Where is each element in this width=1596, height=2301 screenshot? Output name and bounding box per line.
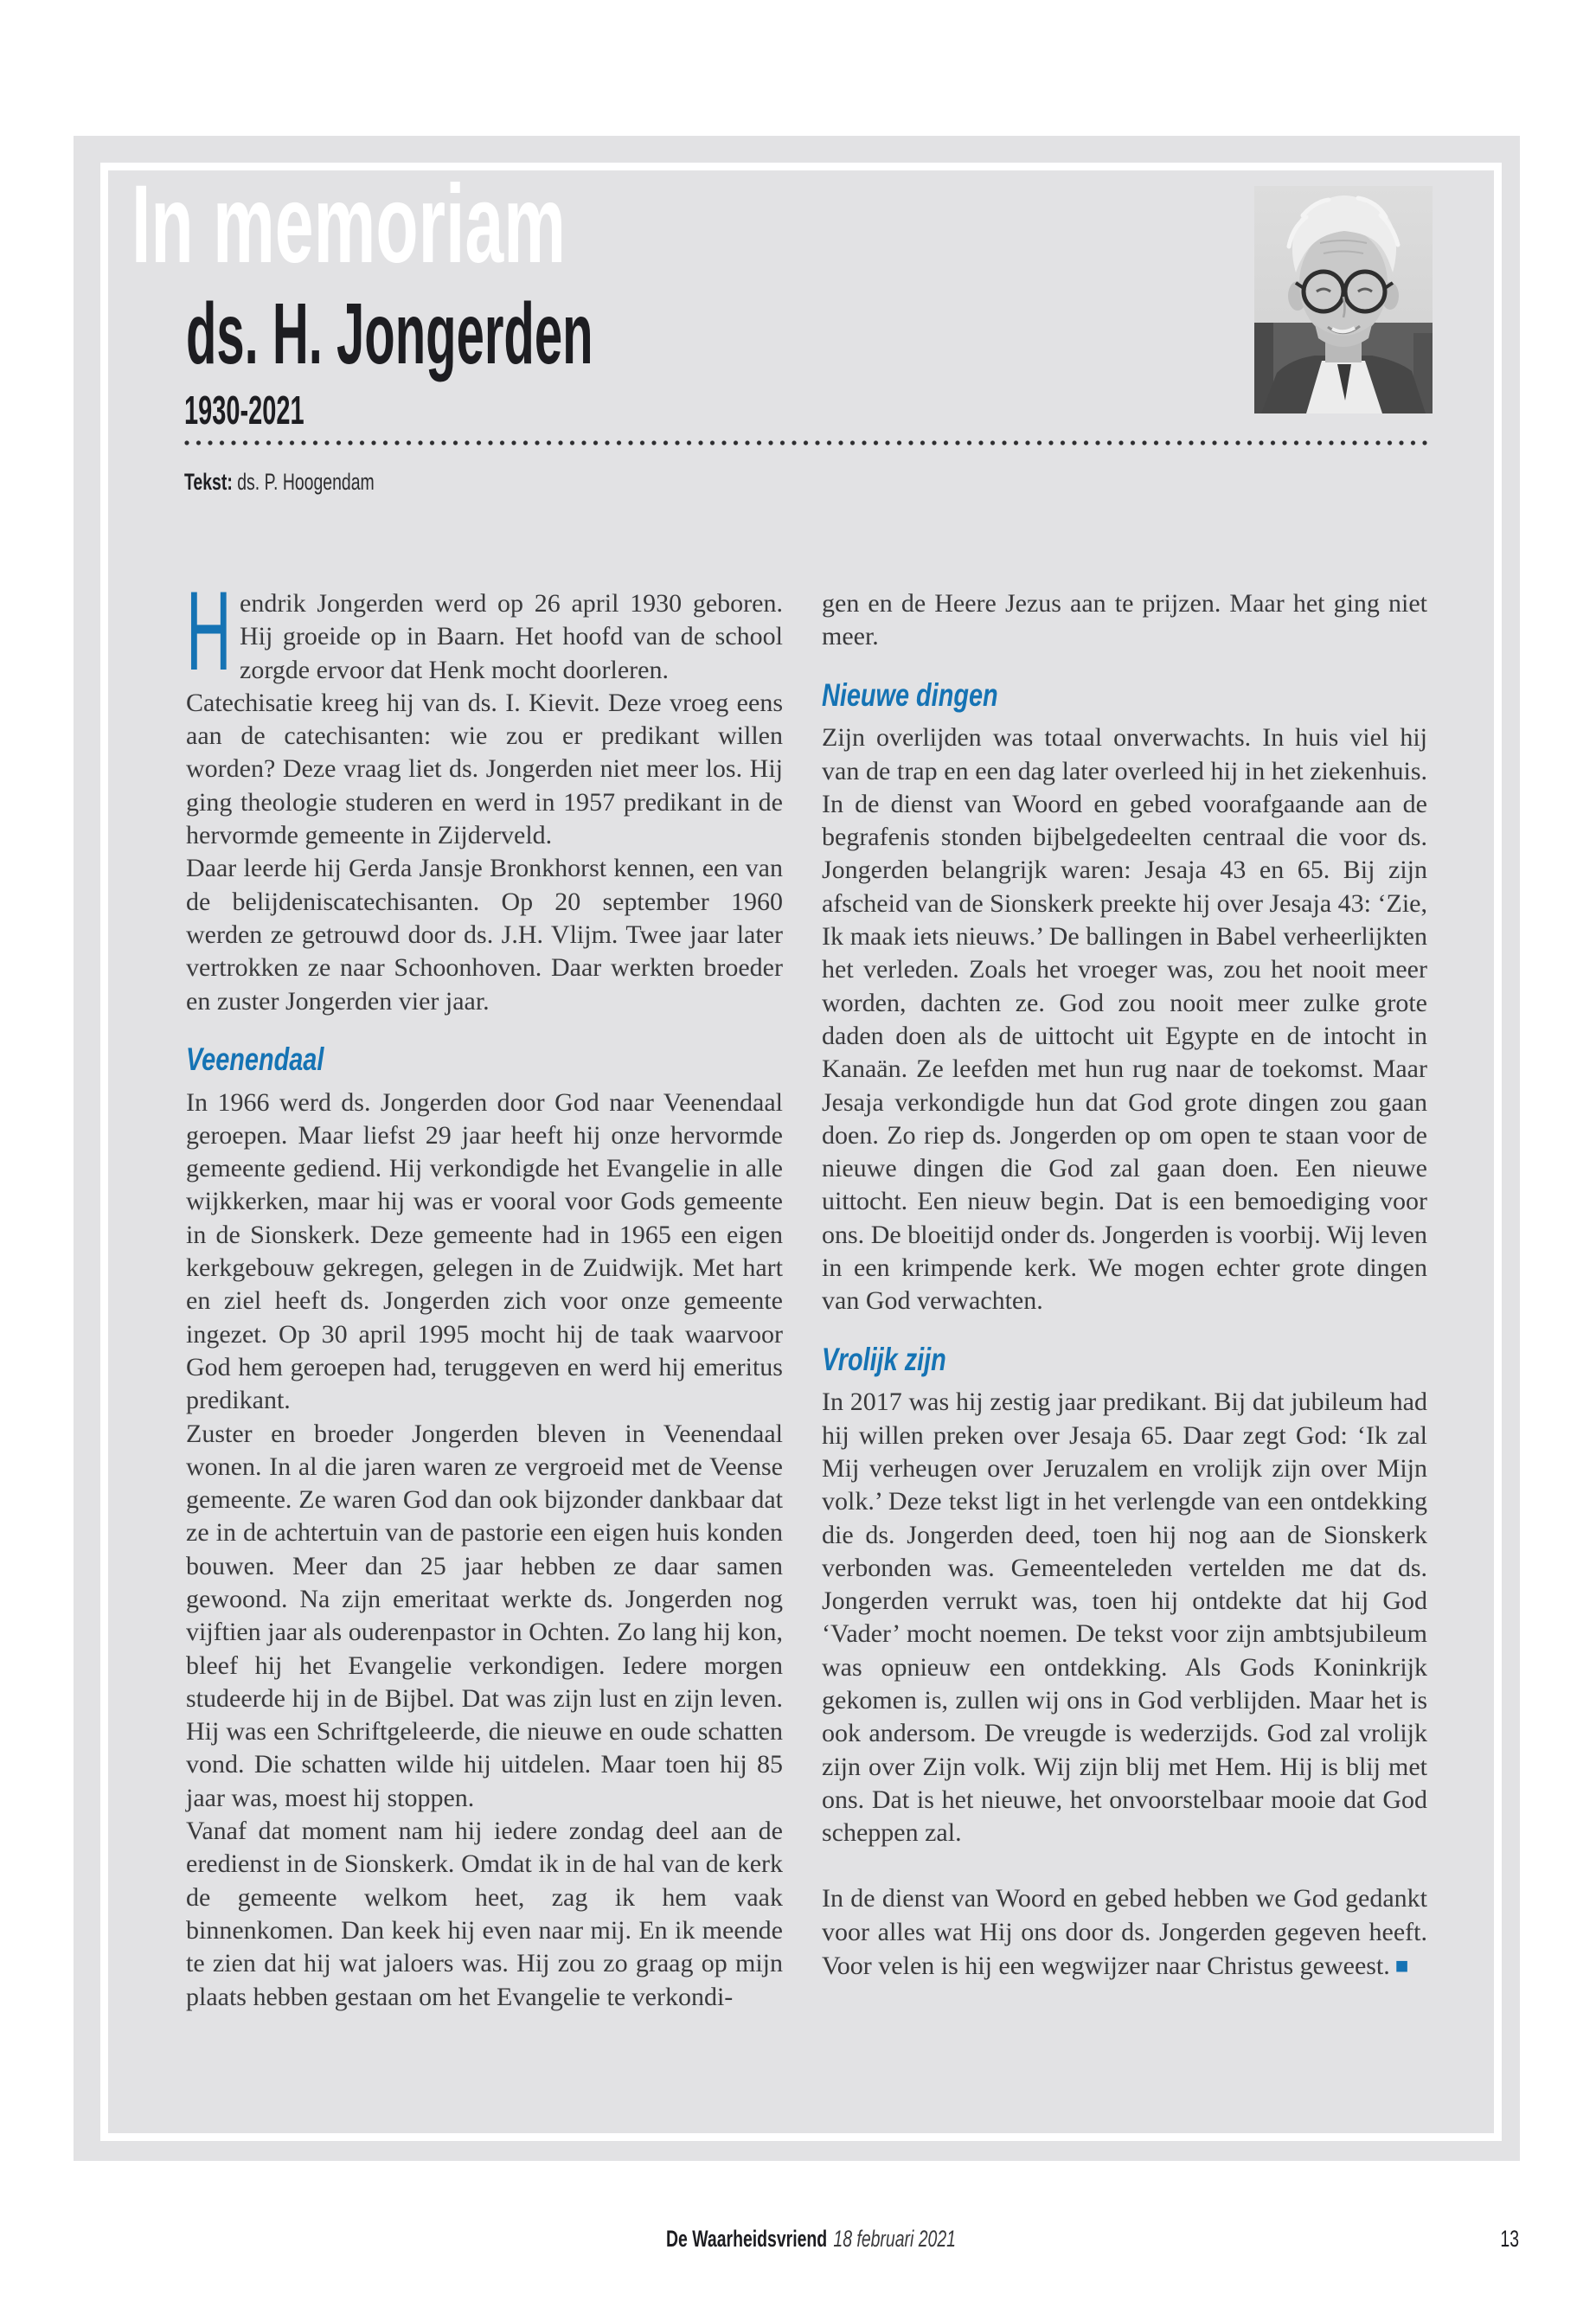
byline bbox=[184, 468, 375, 496]
article-column-1 bbox=[186, 567, 783, 2014]
drop-cap: H bbox=[186, 567, 232, 694]
byline-author: ds. P. Hoogendam bbox=[237, 469, 375, 495]
paragraph bbox=[186, 567, 783, 694]
issue-date: 18 februari 2021 bbox=[833, 2226, 956, 2252]
paragraph: gen en de Heere Jezus aan te prijzen. Maar het ging niet meer. bbox=[822, 589, 1427, 651]
life-years: 1930-2021 bbox=[184, 388, 304, 433]
section-heading-nieuwe-dingen: Nieuwe dingen bbox=[822, 676, 998, 713]
paragraph: Zuster en broeder Jongerden bleven in Veenendaal wonen. In al die jaren waren ze vergroeid met de Veense gemeente. Ze waren God dan ook bijzonder dankbaar dat ze in de achtertuin van de pastorie een eigen huis konden bouwen. Meer dan 25 jaar hebben ze daar samen gewoond. Na zijn emeritaat werkte ds. Jongerden nog vijftien jaar als ouderenpastor in Ochten. Zo lang hij kon, bleef hij het Evangelie verkondigen. Iedere morgen studeerde hij in de Bijbel. Dat was zijn lust en zijn leven. Hij was een Schriftgeleerde, die nieuwe en oude schatten vond. Die schatten wilde hij uitdelen. Maar toen hij 85 jaar was, moest hij stoppen. bbox=[186, 1419, 783, 1812]
portrait-photo bbox=[1254, 186, 1433, 413]
page-number: 13 bbox=[1500, 2226, 1519, 2252]
paragraph: Vanaf dat moment nam hij iedere zondag deel aan de eredienst in de Sionskerk. Omdat ik in de hal van de kerk de gemeente welkom heet, zag ik hem vaak binnenkomen. Dan keek hij even naar mij. En ik meende te zien dat hij wat jaloers was. Hij zou zo graag op mijn plaats hebben gestaan om het Evangelie te verkondi- bbox=[186, 1817, 783, 2011]
paragraph-text: endrik Jongerden werd op 26 april 1930 geboren. Hij groeide op in Baarn. Het hoofd van de school zorgde ervoor dat Henk mocht doorleren. bbox=[240, 589, 783, 684]
paragraph bbox=[822, 1882, 1427, 1983]
paragraph: In 1966 werd ds. Jongerden door God naar Veenendaal geroepen. Maar liefst 29 jaar heeft hij onze hervormde gemeente gediend. Hij verkondigde het Evangelie in alle wijkkerken, maar hij was er vooral voor Gods gemeente in de Sionskerk. Deze gemeente had in 1965 een eigen kerkgebouw gekregen, gelegen in de Zuidwijk. Met hart en ziel heeft ds. Jongerden zich voor onze gemeente ingezet. Op 30 april 1995 mocht hij de taak waarvoor God hem geroepen had, teruggeven en werd hij emeritus predikant. bbox=[186, 1087, 783, 1415]
dotted-divider bbox=[184, 440, 1427, 445]
portrait-photo-image bbox=[1254, 186, 1433, 413]
page-title: In memoriam bbox=[131, 163, 566, 286]
byline-label: Tekst: bbox=[184, 469, 233, 495]
paragraph: In 2017 was hij zestig jaar predikant. Bij dat jubileum had hij willen preken over Jesaja 65. Daar zegt God: ‘Ik zal Mij verheugen over Jeruzalem en vrolijk zijn over Mijn volk.’ Deze tekst ligt in het verlengde van een ontdekking die ds. Jongerden deed, toen hij nog aan de Sionskerk verbonden was. Gemeenteleden vertelden me dat ds. Jongerden verrukt was, toen hij ontdekte dat hij God ‘Vader’ mocht noemen. De tekst voor zijn ambtsjubileum was opnieuw een ontdekking. Als Gods Koninkrijk gekomen is, zullen wij ons in God verblijden. Maar het is ook andersom. De vreugde is wederzijds. God zal vrolijk zijn over Zijn volk. Wij zijn blij met Hem. Hij is blij met ons. Dat is het nieuwe, het onvoorstelbaar mooie dat God scheppen zal. bbox=[822, 1388, 1427, 1848]
section-heading-vrolijk-zijn: Vrolijk zijn bbox=[822, 1341, 946, 1377]
article-end-mark: ■ bbox=[1394, 1952, 1409, 1979]
paragraph: Catechisatie kreeg hij van ds. I. Kievit. Deze vroeg eens aan de catechisanten: wie zou er predikant willen worden? Deze vraag liet ds. Jongerden niet meer los. Hij ging theologie studeren en werd in 1957 predikant in de hervormde gemeente in Zijderveld. bbox=[186, 688, 783, 850]
article-column-2 bbox=[822, 587, 1427, 1983]
person-name: ds. H. Jongerden bbox=[186, 285, 593, 382]
paragraph-text: In de dienst van Woord en gebed hebben we God gedankt voor alles wat Hij ons door ds. Jongerden gegeven heeft. Voor velen is hij een wegwijzer naar Christus geweest. bbox=[822, 1884, 1427, 1981]
paragraph: Zijn overlijden was totaal onverwachts. In huis viel hij van de trap en een dag later overleed hij in het ziekenhuis. In de dienst van Woord en gebed voorafgaande aan de begrafenis stonden bijbelgedeelten centraal die voor ds. Jongerden belangrijk waren: Jesaja 43 en 65. Bij zijn afscheid van de Sionskerk preekte hij over Jesaja 43: ‘Zie, Ik maak iets nieuws.’ De ballingen in Babel verheerlijkten het verleden. Zoals het vroeger was, zou het nooit meer worden, dachten ze. God zou nooit meer zulke grote daden doen als de uittocht uit Egypte en de intocht in Kanaän. Ze leefden met hun rug naar de toekomst. Maar Jesaja verkondigde hun dat God grote dingen zou gaan doen. Zo riep ds. Jongerden op om open te staan voor de nieuwe dingen die God zal gaan doen. Een nieuwe uittocht. Een nieuw begin. Dat is een bemoediging voor ons. De bloeitijd onder ds. Jongerden is voorbij. Wij leven in een krimpende kerk. We mogen echter grote dingen van God verwachten. bbox=[822, 723, 1427, 1316]
section-heading-veenendaal: Veenendaal bbox=[186, 1041, 324, 1077]
footer bbox=[666, 2225, 956, 2253]
paragraph: Daar leerde hij Gerda Jansje Bronkhorst kennen, een van de belijdeniscatechisanten. Op 20 september 1960 werden ze getrouwd door ds. J.H. Vlijm. Twee jaar later vertrokken ze naar Schoonhoven. Daar werkten broeder en zuster Jongerden vier jaar. bbox=[186, 854, 783, 1016]
magazine-name: De Waarheidsvriend bbox=[666, 2226, 828, 2252]
